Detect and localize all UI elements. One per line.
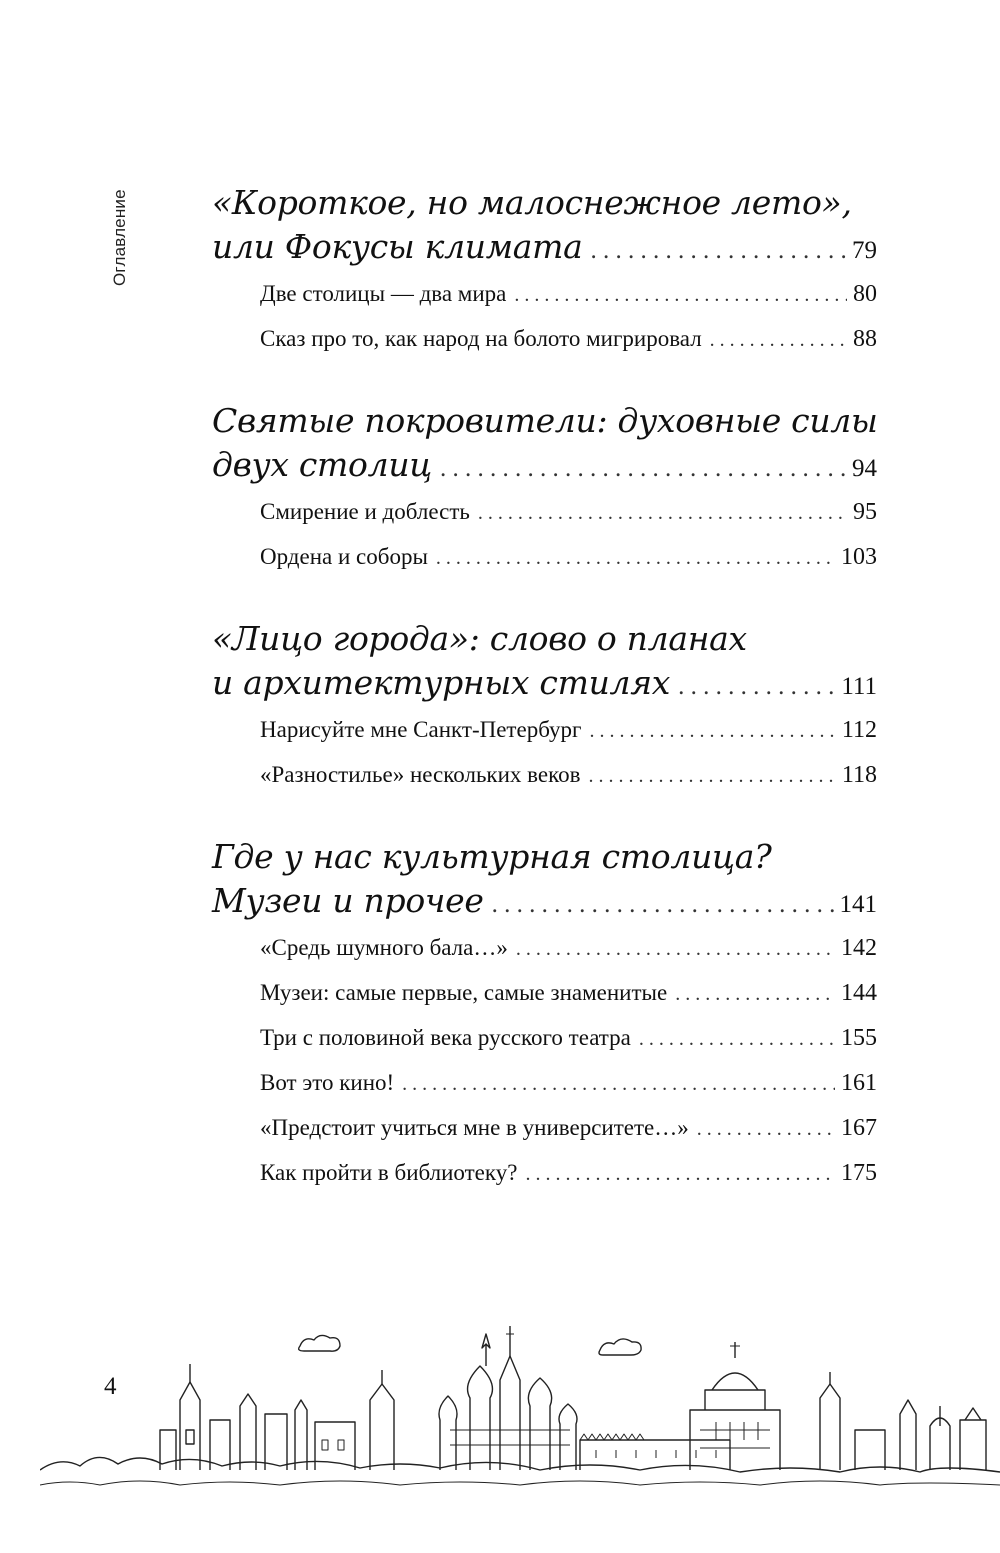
page-number: 95	[853, 499, 877, 525]
subsection-title: «Разностилье» нескольких веков	[260, 762, 581, 787]
chapter-title: Где у нас культурная столица?	[212, 837, 772, 876]
subsection-title: Музеи: самые первые, самые знаменитые	[260, 980, 668, 1005]
toc-chapter-entry[interactable]	[212, 222, 877, 272]
subsection-title: «Предстоит учиться мне в университете…»	[260, 1115, 689, 1140]
toc-subsection-entry[interactable]	[212, 926, 877, 971]
chapter-title: и архитектурных стилях	[212, 663, 671, 702]
toc-subsection-entry[interactable]	[212, 317, 877, 362]
toc-subsection-entry[interactable]	[212, 753, 877, 798]
chapter-title: «Лицо города»: слово о планах	[212, 619, 747, 658]
page-number: 155	[841, 1025, 877, 1051]
dot-leader	[478, 491, 847, 535]
running-head: Оглавление	[110, 189, 129, 286]
table-of-contents	[212, 178, 877, 1230]
toc-subsection-entry[interactable]	[212, 1061, 877, 1106]
page-number: 141	[839, 891, 877, 918]
dot-leader	[492, 891, 834, 919]
page-number: 112	[841, 717, 877, 743]
dot-leader	[436, 536, 835, 580]
dot-leader	[514, 273, 847, 317]
chapter-title: Музеи и прочее	[212, 881, 484, 920]
toc-section	[212, 396, 877, 580]
chapter-title-line	[212, 396, 877, 440]
chapter-title-line	[212, 178, 877, 222]
dot-leader	[588, 754, 835, 798]
subsection-title: Нарисуйте мне Санкт-Петербург	[260, 717, 582, 742]
chapter-title-line	[212, 614, 877, 658]
dot-leader	[697, 1107, 835, 1151]
toc-subsection-entry[interactable]	[212, 490, 877, 535]
toc-section	[212, 832, 877, 1196]
toc-subsection-entry[interactable]	[212, 971, 877, 1016]
chapter-title: двух столиц	[212, 445, 432, 484]
toc-subsection-entry[interactable]	[212, 272, 877, 317]
dot-leader	[710, 318, 847, 362]
subsection-title: Как пройти в библиотеку?	[260, 1160, 518, 1185]
chapter-title: Святые покровители: духовные силы	[212, 401, 878, 440]
city-skyline-illustration	[40, 1310, 1000, 1553]
page-number: 103	[841, 544, 877, 570]
toc-subsection-entry[interactable]	[212, 1016, 877, 1061]
toc-subsection-entry[interactable]	[212, 1151, 877, 1196]
dot-leader	[440, 455, 846, 483]
dot-leader	[516, 927, 835, 971]
page-number: 142	[841, 935, 877, 961]
page-number: 94	[852, 455, 877, 482]
page-number-folio: 4	[104, 1373, 117, 1400]
chapter-title: «Короткое, но малоснежное лето»,	[212, 183, 852, 222]
subsection-title: Сказ про то, как народ на болото мигрировал	[260, 326, 702, 351]
dot-leader	[589, 709, 835, 753]
page-number: 175	[841, 1160, 877, 1186]
page-number: 111	[841, 673, 877, 700]
toc-subsection-entry[interactable]	[212, 535, 877, 580]
dot-leader	[639, 1017, 835, 1061]
toc-chapter-entry[interactable]	[212, 440, 877, 490]
subsection-title: Две столицы — два мира	[260, 281, 507, 306]
page-number: 80	[853, 281, 877, 307]
toc-subsection-entry[interactable]	[212, 1106, 877, 1151]
dot-leader	[402, 1062, 835, 1106]
chapter-title-line	[212, 832, 877, 876]
toc-section	[212, 178, 877, 362]
subsection-title: Смирение и доблесть	[260, 499, 470, 524]
toc-section	[212, 614, 877, 798]
dot-leader	[675, 972, 835, 1016]
toc-chapter-entry[interactable]	[212, 658, 877, 708]
dot-leader	[678, 673, 835, 701]
page-number: 167	[841, 1115, 877, 1141]
toc-subsection-entry[interactable]	[212, 708, 877, 753]
chapter-title: или Фокусы климата	[212, 227, 583, 266]
page-number: 88	[853, 326, 877, 352]
subsection-title: «Средь шумного бала…»	[260, 935, 508, 960]
dot-leader	[591, 237, 846, 265]
subsection-title: Вот это кино!	[260, 1070, 395, 1095]
page-number: 161	[841, 1070, 877, 1096]
subsection-title: Ордена и соборы	[260, 544, 428, 569]
toc-chapter-entry[interactable]	[212, 876, 877, 926]
page-number: 144	[841, 980, 877, 1006]
subsection-title: Три с половиной века русского театра	[260, 1025, 631, 1050]
dot-leader	[525, 1152, 835, 1196]
page-number: 118	[841, 762, 877, 788]
page-number: 79	[852, 237, 877, 264]
